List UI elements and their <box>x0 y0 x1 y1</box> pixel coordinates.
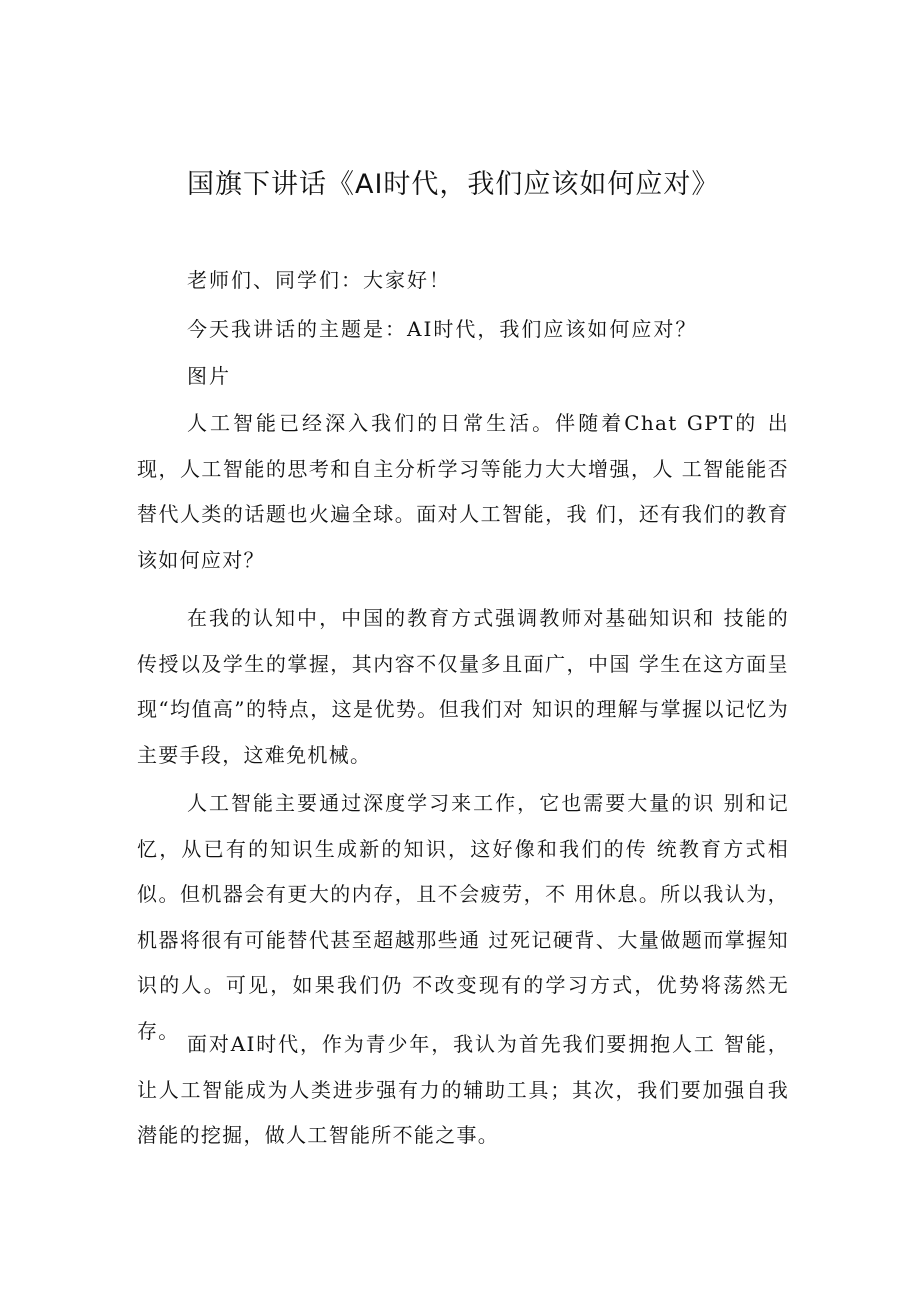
greeting-line: 老师们、同学们：大家好！ <box>187 268 451 292</box>
paragraph-4: 面对AI时代，作为青少年，我认为首先我们要拥抱人工 智能，让人工智能成为人类进步强有力的辅助工具；其次，我们要加强自我潜能的挖掘，做人工智能所不能之事。 <box>137 1032 789 1147</box>
paragraph-3: 人工智能主要通过深度学习来工作，它也需要大量的识 别和记忆，从已有的知识生成新的知识，这好像和我们的传 统教育方式相似。但机器会有更大的内存，且不会疲劳，不 用休息。所以我认为，机器将很有可能替代甚至超越那些通 过死记硬背、大量做题而掌握知识的人。可见，如果我们仍 不改变现有的学习方式，优势将荡然无存。 <box>137 791 789 1043</box>
paragraph-1: 人工智能已经深入我们的日常生活。伴随着Chat GPT的 出现，人工智能的思考和自主分析学习等能力大大增强，人 工智能能否替代人类的话题也火遍全球。面对人工智能，我 们，还有我们的教育该如何应对？ <box>137 411 789 572</box>
topic-line: 今天我讲话的主题是：AI时代，我们应该如何应对？ <box>187 317 698 341</box>
paragraph-2: 在我的认知中，中国的教育方式强调教师对基础知识和 技能的传授以及学生的掌握，其内容不仅量多且面广，中国 学生在这方面呈现“均值高”的特点，这是优势。但我们对 知识的理解与掌握以记忆为主要手段，这难免机械。 <box>137 606 789 767</box>
document-title: 国旗下讲话《AI时代，我们应该如何应对》 <box>187 169 720 200</box>
image-placeholder-label: 图片 <box>187 364 231 388</box>
